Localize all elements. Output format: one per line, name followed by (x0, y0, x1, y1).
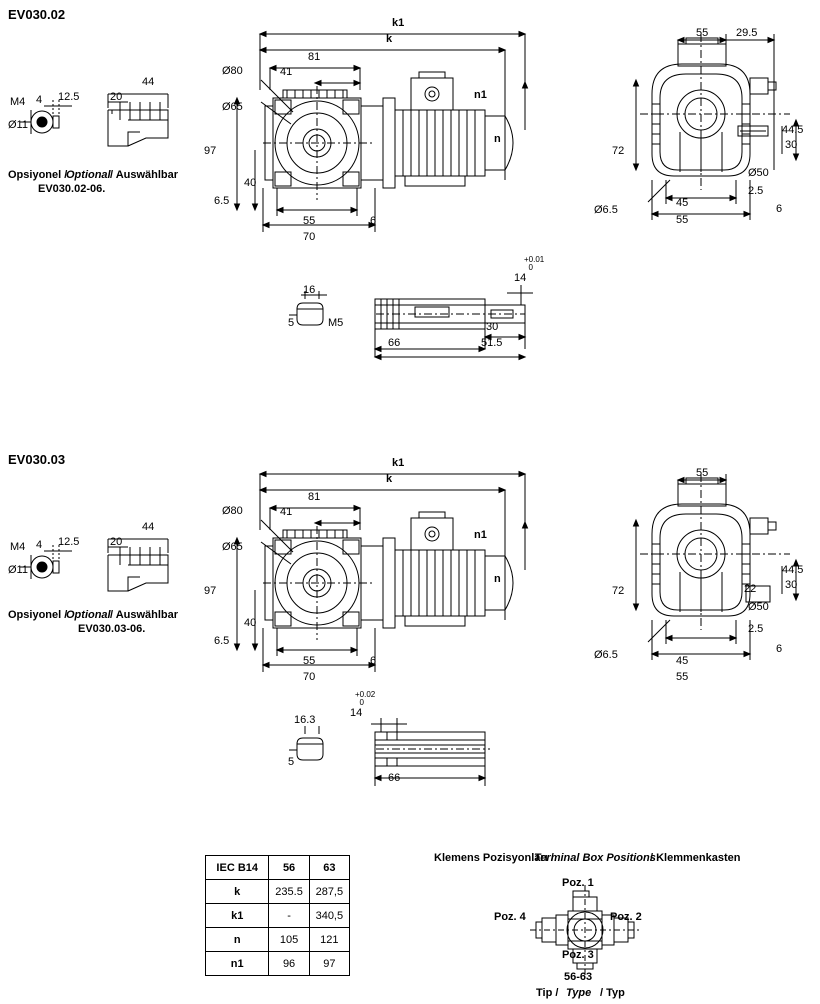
dim-55-side-2: 55 (696, 467, 709, 479)
dim-41-1: 41 (280, 66, 293, 78)
dim-41-2: 41 (280, 506, 293, 518)
dim-n1-1: n1 (474, 89, 487, 101)
optional-code-1: EV030.02-06. (38, 183, 106, 195)
row-label-n: n (206, 928, 269, 952)
terminal-pos1-label: Poz. 1 (562, 877, 594, 889)
dim-d6-5-2: Ø6.5 (594, 649, 618, 661)
dim-k-2: k (386, 473, 393, 485)
dim-4-2: 4 (36, 539, 43, 551)
dim-51-5-1: 51.5 (481, 337, 503, 349)
optional-label-tr-2: Opsiyonel / (8, 609, 68, 621)
dim-55b-1: 55 (676, 214, 689, 226)
shaft-detail-1 (275, 272, 555, 365)
dim-97-2: 97 (204, 585, 217, 597)
dim-20-1: 20 (110, 91, 123, 103)
dim-6-5-2: 6.5 (214, 635, 230, 647)
terminal-pos4-label: Poz. 4 (494, 911, 526, 923)
dim-6-2: 6 (370, 655, 377, 667)
dim-81-1: 81 (308, 51, 321, 63)
row-label-k1: k1 (206, 904, 269, 928)
dim-6-side-2: 6 (776, 643, 783, 655)
table-row (206, 928, 350, 952)
dim-2-5-1: 2.5 (748, 185, 764, 197)
terminal-box-diagram (520, 875, 650, 985)
row-label-n1: n1 (206, 952, 269, 976)
dim-d80-1: Ø80 (222, 65, 243, 77)
dim-k-1: k (386, 33, 393, 45)
table-row (206, 952, 350, 976)
table-header-63: 63 (309, 856, 349, 880)
table-header-row (206, 856, 350, 880)
section-title-ev030-02: EV030.02 (8, 7, 66, 22)
dim-12-5-2: 12.5 (58, 536, 80, 548)
dim-2-5-2: 2.5 (748, 623, 764, 635)
assembly-front-view-1 (215, 17, 565, 250)
optional-label-tr-1: Opsiyonel / (8, 169, 68, 181)
dim-d6-5-1: Ø6.5 (594, 204, 618, 216)
dim-66-2: 66 (388, 772, 401, 784)
dim-70-1: 70 (303, 231, 316, 243)
dim-d11-2: Ø11 (8, 564, 28, 576)
dim-22-2: 22 (744, 583, 757, 595)
dim-72-1: 72 (612, 145, 625, 157)
dim-6-1: 6 (370, 215, 377, 227)
dim-6-side-1: 6 (776, 203, 783, 215)
cell-n-63: 121 (309, 928, 349, 952)
dim-14-tolerance-1: +0.01 0 (524, 255, 545, 272)
dim-d80-2: Ø80 (222, 505, 243, 517)
dim-k1-1: k1 (392, 17, 405, 29)
dim-45-2: 45 (676, 655, 689, 667)
dim-20-2: 20 (110, 536, 123, 548)
table-row (206, 904, 350, 928)
dim-44-2: 44 (142, 521, 155, 533)
optional-label-en-2: Optional (66, 609, 111, 621)
dim-40-2: 40 (244, 617, 257, 629)
cell-n1-56: 96 (269, 952, 309, 976)
optional-code-2: EV030.03-06. (78, 623, 146, 635)
dim-44-1: 44 (142, 76, 155, 88)
dim-45-1: 45 (676, 197, 689, 209)
dim-29-5-1: 29.5 (736, 27, 758, 39)
dim-70-2: 70 (303, 671, 316, 683)
terminal-footer-de: / Typ (600, 987, 625, 999)
cell-n-56: 105 (269, 928, 309, 952)
table-header-iec: IEC B14 (206, 856, 269, 880)
cell-k1-56: - (269, 904, 309, 928)
dim-30-1: 30 (785, 139, 798, 151)
row-label-k: k (206, 880, 269, 904)
spec-table (205, 855, 350, 976)
dim-72-2: 72 (612, 585, 625, 597)
dim-16-3-2: 16.3 (294, 714, 316, 726)
dim-5-2: 5 (288, 756, 295, 768)
dim-d65-2: Ø65 (222, 541, 243, 553)
dim-d50-2: Ø50 (748, 601, 769, 613)
dim-97-1: 97 (204, 145, 217, 157)
optional-label-de-1: / Auswählbar (110, 169, 179, 181)
section-title-ev030-03: EV030.03 (8, 452, 66, 467)
dim-14-2: 14 (350, 707, 363, 719)
shaft-detail-2 (275, 707, 555, 800)
dim-16-1: 16 (303, 284, 316, 296)
terminal-footer-model: 56-63 (564, 971, 593, 983)
dim-14-tolerance-2: +0.02 0 (355, 690, 376, 707)
dim-d65-1: Ø65 (222, 101, 243, 113)
dim-30-shaft-1: 30 (486, 321, 499, 333)
dim-m4-1: M4 (10, 96, 26, 108)
terminal-pos2-label: Poz. 2 (610, 911, 642, 923)
dim-d11-1: Ø11 (8, 119, 28, 131)
table-header-56: 56 (269, 856, 309, 880)
terminal-heading-tr: Klemens Pozisyonları / (434, 852, 554, 864)
assembly-front-view-2 (215, 457, 565, 690)
dim-12-5-1: 12.5 (58, 91, 80, 103)
dim-k1-2: k1 (392, 457, 405, 469)
dim-14-1: 14 (514, 272, 527, 284)
optional-label-de-2: / Auswählbar (110, 609, 179, 621)
dim-44-5-2: 44.5 (782, 564, 804, 576)
optional-detail-drawing-1 (0, 80, 200, 220)
dim-44-5-1: 44.5 (782, 124, 804, 136)
dim-55-2: 55 (303, 655, 316, 667)
cell-k-56: 235.5 (269, 880, 309, 904)
dim-40-1: 40 (244, 177, 257, 189)
optional-label-en-1: Optional (66, 169, 111, 181)
dim-4-1: 4 (36, 94, 43, 106)
dim-n1-2: n1 (474, 529, 487, 541)
terminal-heading-en: Terminal Box Positions (534, 852, 656, 864)
terminal-footer-en: Type (566, 987, 592, 999)
dim-6-5-1: 6.5 (214, 195, 230, 207)
dim-55-1: 55 (303, 215, 316, 227)
dim-55-side-1: 55 (696, 27, 709, 39)
table-row (206, 880, 350, 904)
dim-5-1: 5 (288, 317, 295, 329)
dim-30-2: 30 (785, 579, 798, 591)
cell-k1-63: 340,5 (309, 904, 349, 928)
cell-n1-63: 97 (309, 952, 349, 976)
dim-m4-2: M4 (10, 541, 26, 553)
terminal-footer-tr: Tip / (536, 987, 559, 999)
dim-81-2: 81 (308, 491, 321, 503)
dim-n-1: n (494, 133, 501, 145)
dim-d50-1: Ø50 (748, 167, 769, 179)
dim-55b-2: 55 (676, 671, 689, 683)
terminal-pos3-label: Poz. 3 (562, 949, 594, 961)
dim-n-2: n (494, 573, 501, 585)
dim-66-1: 66 (388, 337, 401, 349)
dim-m5-1: M5 (328, 317, 344, 329)
optional-detail-drawing-2 (0, 525, 200, 665)
terminal-heading-de: / Klemmenkasten (650, 852, 741, 864)
cell-k-63: 287,5 (309, 880, 349, 904)
